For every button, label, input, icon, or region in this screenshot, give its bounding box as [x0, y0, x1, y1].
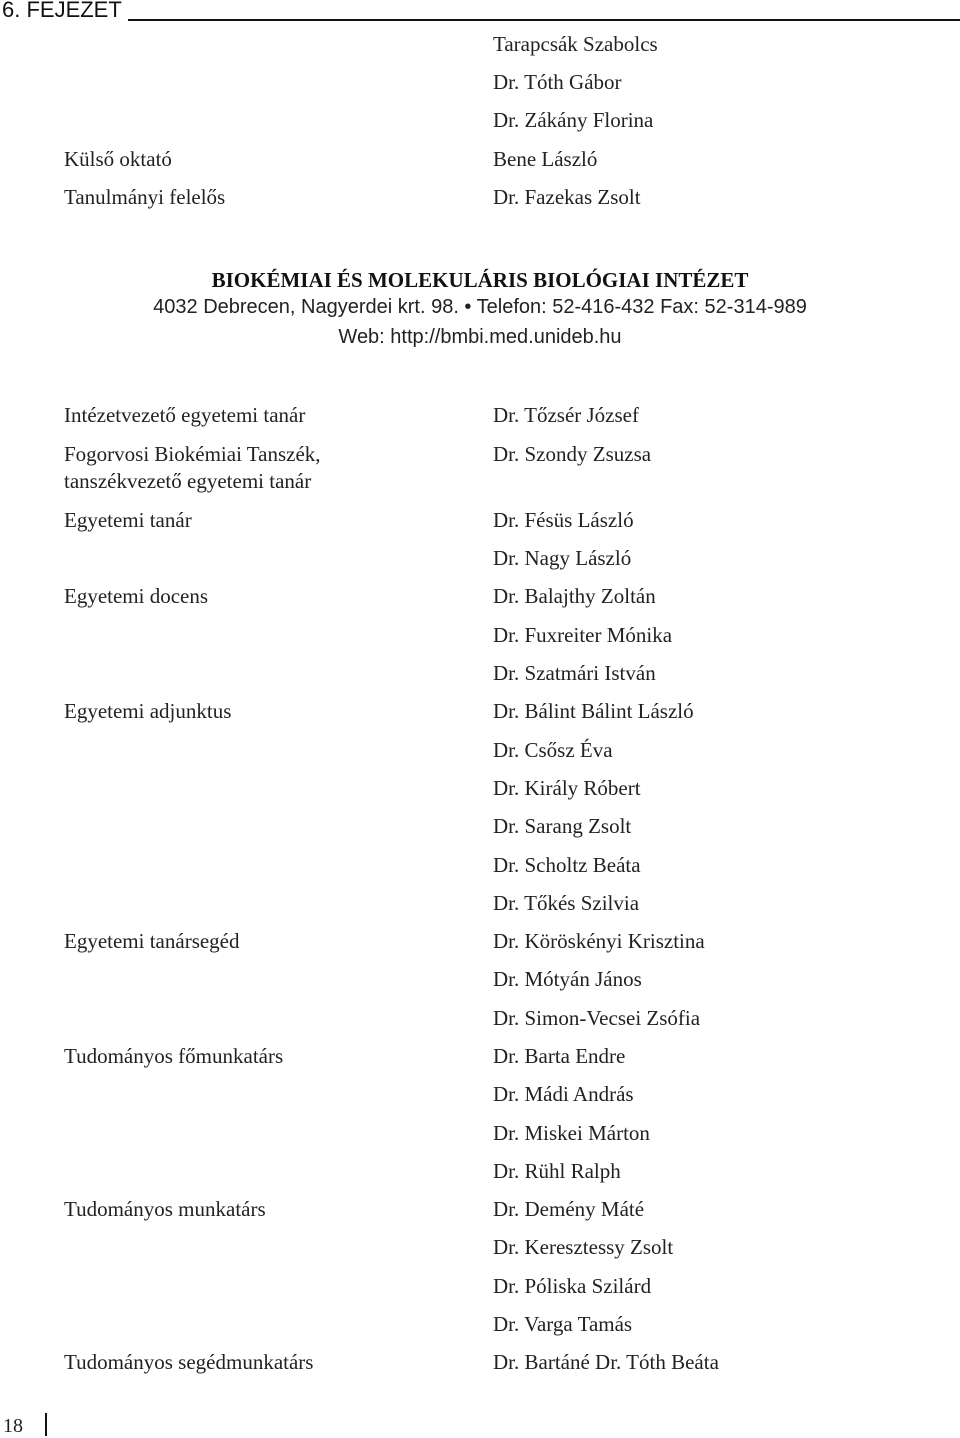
role-label: Külső oktató — [64, 147, 172, 171]
staff-name: Dr. Demény Máté — [493, 1197, 645, 1221]
staff-name: Dr. Póliska Szilárd — [493, 1274, 652, 1298]
staff-name: Dr. Köröskényi Krisztina — [493, 929, 705, 953]
institute-address: 4032 Debrecen, Nagyerdei krt. 98. • Telefon: 52-416-432 Fax: 52-314-989 — [153, 296, 807, 318]
page-number: 18 — [3, 1415, 23, 1437]
role-label: Egyetemi docens — [64, 584, 209, 608]
institute-web: Web: http://bmbi.med.unideb.hu — [338, 326, 622, 348]
role-label: Intézetvezető egyetemi tanár — [64, 403, 306, 427]
staff-name: Dr. Simon-Vecsei Zsófia — [493, 1006, 701, 1030]
role-label-line: tanszékvezető egyetemi tanár — [64, 469, 312, 493]
role-label — [64, 441, 321, 495]
staff-name: Dr. Fésüs László — [493, 508, 634, 532]
staff-name: Dr. Rühl Ralph — [493, 1159, 621, 1183]
role-label: Tanulmányi felelős — [64, 185, 226, 209]
staff-name: Dr. Miskei Márton — [493, 1121, 650, 1145]
footer-rule — [45, 1413, 47, 1436]
staff-name: Dr. Mótyán János — [493, 967, 642, 991]
role-label: Egyetemi tanár — [64, 508, 192, 532]
staff-name: Dr. Tőkés Szilvia — [493, 891, 640, 915]
staff-name: Dr. Bartáné Dr. Tóth Beáta — [493, 1350, 719, 1374]
staff-name: Dr. Csősz Éva — [493, 738, 613, 762]
staff-name: Dr. Barta Endre — [493, 1044, 626, 1068]
staff-name: Tarapcsák Szabolcs — [493, 32, 658, 56]
staff-name: Dr. Fuxreiter Mónika — [493, 623, 673, 647]
staff-name: Dr. Király Róbert — [493, 776, 641, 800]
staff-name: Dr. Mádi András — [493, 1082, 634, 1106]
staff-name: Dr. Szondy Zsuzsa — [493, 442, 652, 466]
staff-name: Dr. Balajthy Zoltán — [493, 584, 656, 608]
staff-name: Dr. Szatmári István — [493, 661, 656, 685]
staff-name: Dr. Nagy László — [493, 546, 632, 570]
staff-name: Dr. Tóth Gábor — [493, 70, 622, 94]
staff-name: Dr. Zákány Florina — [493, 108, 654, 132]
role-label: Tudományos segédmunkatárs — [64, 1350, 314, 1374]
institute-name: BIOKÉMIAI ÉS MOLEKULÁRIS BIOLÓGIAI INTÉZET — [211, 268, 749, 292]
role-label-line: Fogorvosi Biokémiai Tanszék, — [64, 442, 321, 466]
staff-name: Dr. Keresztessy Zsolt — [493, 1235, 674, 1259]
role-label: Tudományos munkatárs — [64, 1197, 266, 1221]
header-rule — [128, 19, 960, 21]
staff-name: Dr. Scholtz Beáta — [493, 853, 641, 877]
role-label: Egyetemi adjunktus — [64, 699, 232, 723]
staff-name: Bene László — [493, 147, 598, 171]
staff-name: Dr. Tőzsér József — [493, 403, 639, 427]
chapter-title: 6. FEJEZET — [2, 0, 122, 22]
staff-name: Dr. Bálint Bálint László — [493, 699, 694, 723]
staff-name: Dr. Fazekas Zsolt — [493, 185, 641, 209]
role-label: Tudományos főmunkatárs — [64, 1044, 284, 1068]
role-label: Egyetemi tanársegéd — [64, 929, 240, 953]
staff-name: Dr. Sarang Zsolt — [493, 814, 632, 838]
staff-name: Dr. Varga Tamás — [493, 1312, 633, 1336]
